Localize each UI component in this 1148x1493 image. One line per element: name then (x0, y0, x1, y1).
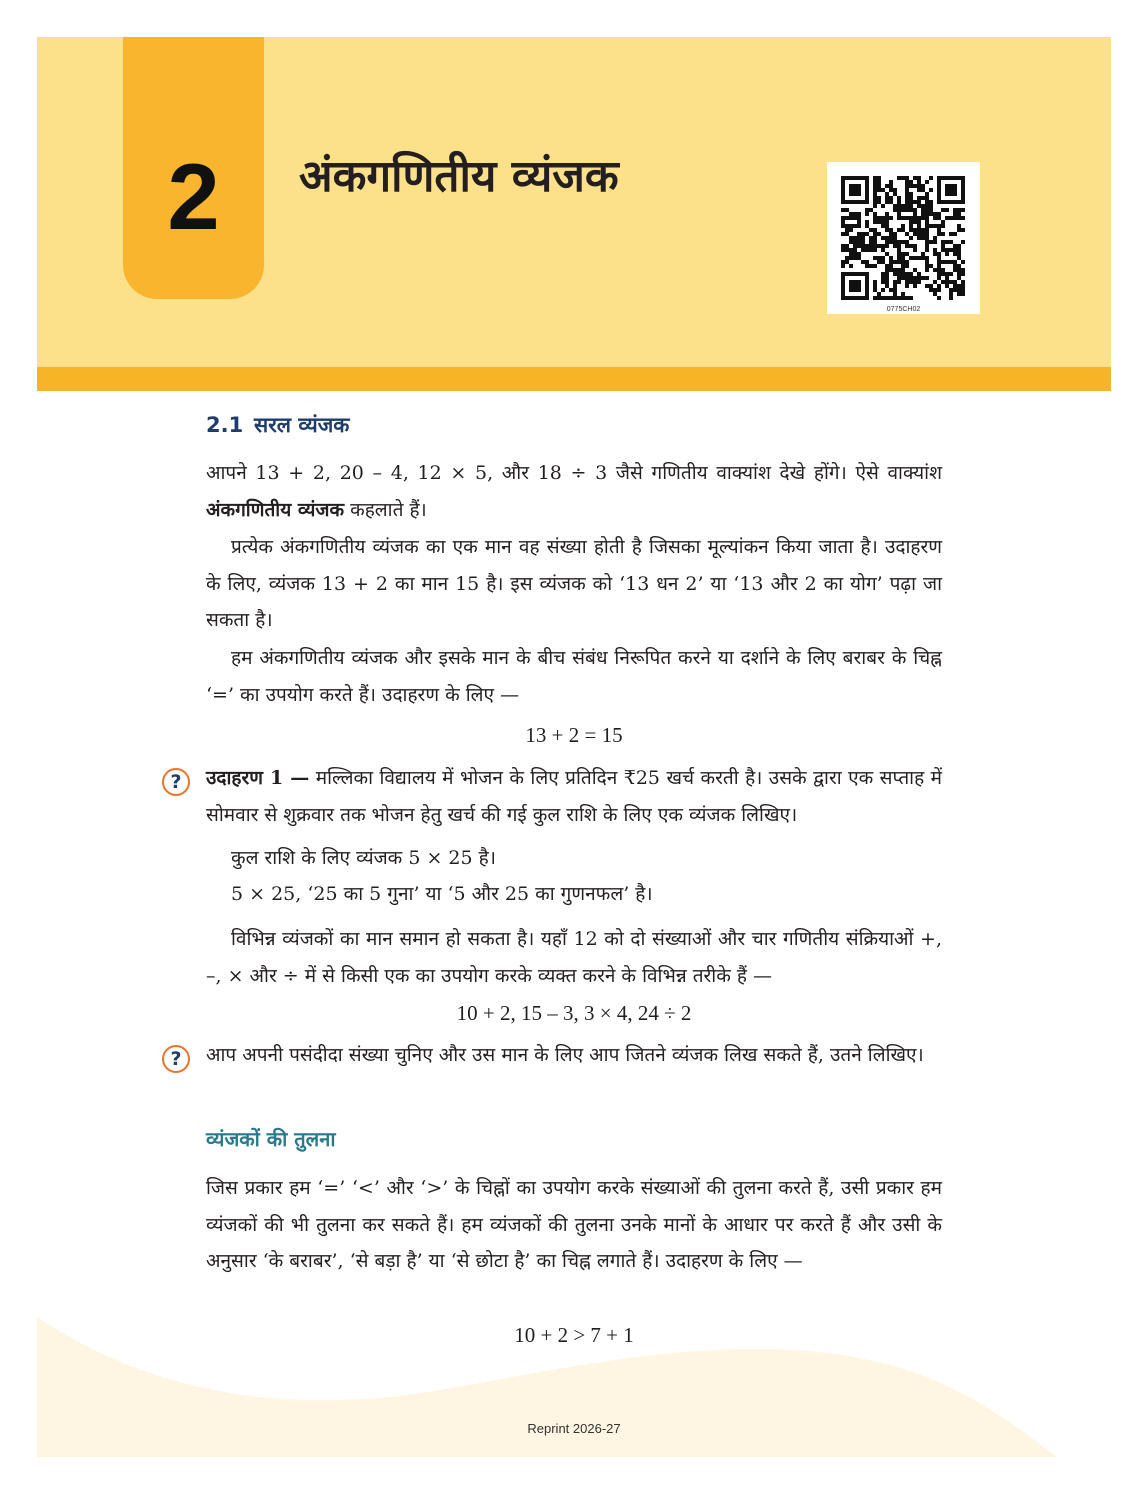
intro-paragraph (206, 455, 942, 528)
section-title: सरल व्यंजक (254, 413, 350, 437)
comparison-heading: व्यंजकों की तुलना (206, 1127, 336, 1151)
equals-paragraph: हम अंकगणितीय व्यंजक और इसके मान के बीच संबंध निरूपित करने या दर्शाने के लिए बराबर के चिह्न ‘=’ का उपयोग करते हैं। उदाहरण के लिए — (206, 647, 942, 706)
textbook-page (37, 37, 1111, 1457)
value-paragraph: प्रत्येक अंकगणितीय व्यंजक का एक मान वह संख्या होती है जिसका मूल्यांकन किया जाता है। उदाहरण के लिए, व्यंजक 13 + 2 का मान 15 है। इस व्यंजक को ‘13 धन 2’ या ‘13 और 2 का योग’ पढ़ा जा सकता है। (206, 536, 942, 631)
intro-text-end: कहलाते हैं। (344, 498, 427, 521)
qr-code-icon (841, 176, 965, 300)
intro-text: आपने 13 + 2, 20 – 4, 12 × 5, और 18 ÷ 3 जैसे गणितीय वाक्यांश देखे होंगे। ऐसे वाक्यांश (206, 462, 942, 484)
example-1-text: मल्लिका विद्यालय में भोजन के लिए प्रतिदिन ₹25 खर्च करती है। उसके द्वारा एक सप्ताह में सोमवार से शुक्रवार तक भोजन हेतु खर्च की गई कुल राशि के लिए एक व्यंजक लिखिए। (206, 767, 942, 826)
question-icon: ? (162, 768, 190, 796)
equivalent-paragraph: विभिन्न व्यंजकों का मान समान हो सकता है। यहाँ 12 को दो संख्याओं और चार गणितीय संक्रियाओं +, –, × और ÷ में से किसी एक का उपयोग करके व्यक्त करने के विभिन्न तरीके हैं — (206, 928, 942, 987)
reprint-footer: Reprint 2026-27 (527, 1421, 621, 1436)
question-icon: ? (162, 1045, 190, 1073)
answer-line-2: 5 × 25, ‘25 का 5 गुना’ या ‘5 और 25 का गुणनफल’ है। (231, 883, 653, 905)
chapter-title: अंकगणितीय व्यंजक (299, 151, 619, 202)
banner-stripe (37, 367, 1111, 391)
question-prompt: आप अपनी पसंदीदा संख्या चुनिए और उस मान के लिए आप जितने व्यंजक लिख सकते हैं, उतने लिखिए। (206, 1044, 924, 1066)
equation-1: 13 + 2 = 15 (525, 723, 623, 747)
equation-2: 10 + 2, 15 – 3, 3 × 4, 24 ÷ 2 (456, 1001, 692, 1025)
example-1 (206, 760, 942, 833)
answer-line-1: कुल राशि के लिए व्यंजक 5 × 25 है। (231, 847, 496, 869)
chapter-number: 2 (167, 144, 220, 249)
comparison-paragraph: जिस प्रकार हम ‘=’ ‘<’ और ‘>’ के चिह्नों का उपयोग करके संख्याओं की तुलना करते हैं, उसी प्रकार हम व्यंजकों की भी तुलना कर सकते हैं। हम व्यंजकों की तुलना उनके मानों के आधार पर करते हैं और उसी के अनुसार ‘के बराबर’, ‘से बड़ा है’ या ‘से छोटा है’ का चिह्न लगाते हैं। उदाहरण के लिए — (206, 1177, 942, 1272)
qr-code[interactable] (827, 162, 980, 314)
equation-3: 10 + 2 > 7 + 1 (514, 1323, 634, 1347)
chapter-number-tab (123, 37, 264, 299)
key-term: अंकगणितीय व्यंजक (206, 498, 345, 521)
section-number: 2.1 (206, 413, 244, 437)
qr-code-label: 0775CH02 (886, 306, 921, 313)
section-heading (206, 407, 349, 443)
example-1-label: उदाहरण 1 — (206, 767, 310, 789)
